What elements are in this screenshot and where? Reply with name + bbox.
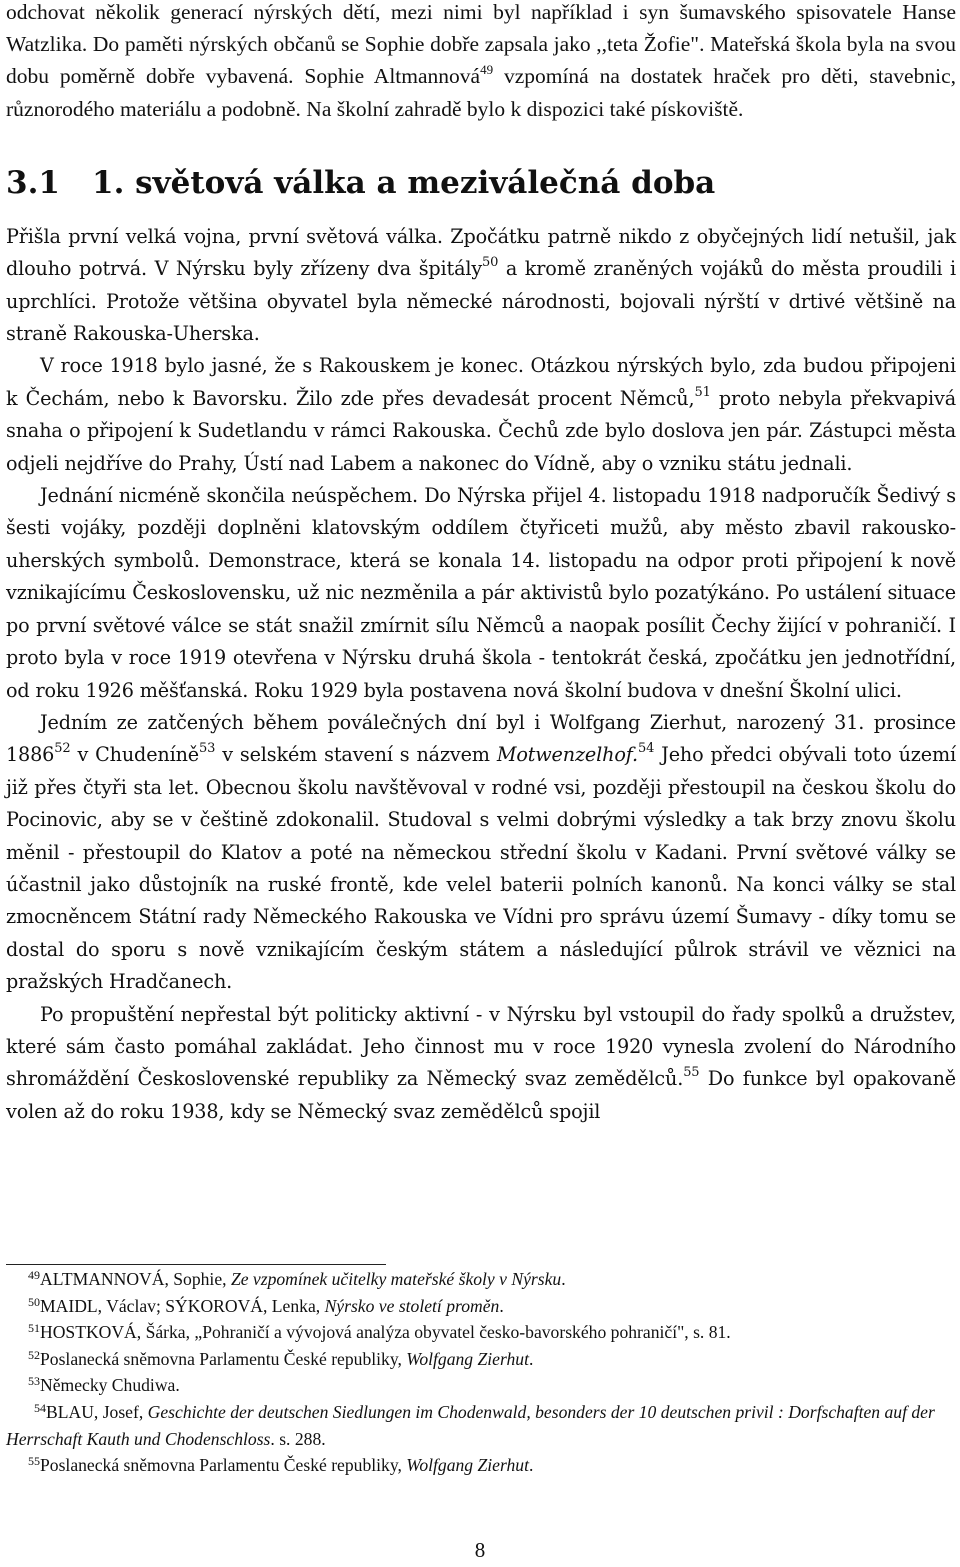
footnote-ref-51[interactable]: 51	[694, 384, 711, 400]
footnote-52: 52Poslanecká sněmovna Parlamentu České republiky, Wolfgang Zierhut.	[28, 1347, 534, 1369]
text-run: Jedním ze zatčených během poválečných dní byl i Wolfgang Zierhut, narozený 31. prosince 1886	[6, 710, 956, 767]
intro-paragraph	[6, 0, 956, 125]
text-run: Po propuštění nepřestal být politicky aktivní - v Nýrsku byl vstoupil do řady spolků a družstev, které sám často pomáhal zakládat. Jeho činnost mu v roce 1920 vynesla zvolení do Národního shromáždění Československé republiky za Německý svaz zemědělců.	[6, 1002, 956, 1091]
page-number: 8	[474, 1538, 486, 1562]
footnotes	[6, 1266, 956, 1479]
footnote-text: HOSTKOVÁ, Šárka, „Pohraničí a vývojová analýza obyvatel česko-bavorského pohraničí", s. 81.	[40, 1322, 731, 1343]
footnote-ref-53[interactable]: 53	[199, 741, 216, 757]
footnote-title: Ze vzpomínek učitelky mateřské školy v Nýrsku	[230, 1269, 562, 1289]
footnote-ref-52[interactable]: 52	[54, 741, 71, 757]
footnote-53: 53Německy Chudiwa.	[28, 1374, 180, 1396]
footnote-49: 49ALTMANNOVÁ, Sophie, Ze vzpomínek učitelky mateřské školy v Nýrsku.	[28, 1268, 566, 1289]
farm-name: Motwenzelhof.	[496, 743, 638, 767]
footnote-ref-55[interactable]: 55	[683, 1065, 700, 1081]
text-run: proto nebyla překvapivá snaha o připojení k Sudetlandu v rámci Rakouska. Čechů zde bylo doslova jen pár. Zástupci města odjeli nejdříve do Prahy, Ústí nad Labem a nakonec do Vídně, aby o vzniku státu jednali.	[6, 386, 956, 475]
footnote-51: 51HOSTKOVÁ, Šárka, „Pohraničí a vývojová analýza obyvatel česko-bavorského pohraničí", s. 81.	[28, 1321, 731, 1343]
paragraph-2	[6, 350, 956, 480]
footnote-ref-49[interactable]: 49	[480, 62, 494, 78]
footnote-50: 50MAIDL, Václav; SÝKOROVÁ, Lenka, Nýrsko ve století proměn.	[28, 1294, 504, 1316]
footnote-text: .	[528, 1455, 534, 1476]
footnote-divider	[6, 1264, 386, 1265]
footnote-ref-50[interactable]: 50	[482, 255, 499, 271]
footnote-title: Wolfgang Zierhut	[406, 1455, 529, 1476]
text-run: Do funkce byl opakovaně volen až do roku 1938, kdy se Německý svaz zemědělců spojil	[6, 1067, 957, 1123]
footnote-text: ALTMANNOVÁ, Sophie,	[40, 1269, 231, 1289]
footnote-text: .	[528, 1348, 534, 1369]
footnote-text: .	[499, 1295, 504, 1316]
section-title: 1. světová válka a meziválečná doba	[92, 164, 716, 201]
footnote-title: Nýrsko ve století proměn	[324, 1295, 500, 1316]
text-run: a kromě zraněných vojáků do města proudili i uprchlíci. Protože většina obyvatel byla německé národnosti, bojovali nýrští v drtivé většině na straně Rakouska-Uherska.	[6, 257, 956, 346]
footnote-54: 54BLAU, Josef, Geschichte der deutschen Siedlungen im Chodenwald, besonders der 10 deutschen privil : Dorfschaften auf der Herrschaft Kauth und Chodenschloss. s. 288.	[6, 1400, 935, 1449]
footnote-text: Poslanecká sněmovna Parlamentu České republiky,	[40, 1348, 407, 1369]
footnote-text: MAIDL, Václav; SÝKOROVÁ, Lenka,	[40, 1295, 325, 1316]
paragraph-3: Jednání nicméně skončila neúspěchem. Do Nýrska přijel 4. listopadu 1918 nadporučík Šedivý s šesti vojáky, později doplněni klatovským oddílem čtyřiceti mužů, aby město zbavil rakousko-uherských symbolů. Demonstrace, která se konala 14. listopadu na odpor proti připojení k nově vznikajícímu Československu, už nic nezměnila a pár aktivistů bylo pozatýkáno. Po ustálení situace po první světové válce se stát snažil zmírnit sílu Němců a naopak posílit Čechy žijící v pohraničí. I proto byla v roce 1919 otevřena v Nýrsku druhá škola - tentokrát česká, zpočátku jen jednotřídní, od roku 1926 měšťanská. Roku 1929 byla postavena nová školní budova v dnešní Školní ulici.	[6, 484, 956, 702]
text-run: v selském stavení s názvem	[215, 743, 497, 767]
paragraph-5	[6, 999, 956, 1129]
footnote-text: BLAU, Josef,	[46, 1401, 148, 1422]
footnote-title: Geschichte der deutschen Siedlungen im Chodenwald, besonders der 10 deutschen privil : Dorfschaften auf der Herrschaft Kauth und Chodenschloss	[6, 1401, 935, 1449]
footnote-ref-54[interactable]: 54	[637, 741, 655, 757]
footnote-text: .	[561, 1269, 566, 1289]
footnote-text: Poslanecká sněmovna Parlamentu České republiky,	[40, 1455, 407, 1476]
paragraph-1	[6, 221, 956, 351]
footnote-55: 55Poslanecká sněmovna Parlamentu České republiky, Wolfgang Zierhut.	[28, 1454, 534, 1476]
text-run: V roce 1918 bylo jasné, že s Rakouskem je konec. Otázkou nýrských bylo, zda budou připojeni k Čechám, nebo k Bavorsku. Žilo zde přes devadesát procent Němců,	[6, 354, 956, 410]
text-run: Přišla první velká vojna, první světová válka. Zpočátku patrně nikdo z obyčejných lidí netušil, jak dlouho potrvá. V Nýrsku byly zřízeny dva špitály	[6, 224, 956, 281]
section-number: 3.1	[6, 164, 60, 201]
text-run: vzpomíná na dostatek hraček pro děti, stavebnic, různorodého materiálu a podobně. Na školní zahradě bylo k dispozici také pískoviště.	[6, 64, 956, 121]
footnote-text: Německy Chudiwa.	[40, 1375, 180, 1396]
footnote-title: Wolfgang Zierhut	[406, 1348, 529, 1369]
text-run: Jeho předci obývali toto území již přes čtyři sta let. Obecnou školu navštěvoval v rodné vsi, později přestoupil na českou školu do Pocinovic, aby se v češtině zdokonalil. Studoval s velmi dobrými výsledky a tak brzy znovu školu měnil - přestoupil do Klatov a poté na německou střední školu v Kadani. První světové války se účastnil jako důstojník na ruské frontě, kde velel baterii polních kanonů. Na konci války se stal zmocněncem Státní rady Německého Rakouska ve Vídni pro správu území Šumavy - díky tomu se dostal do sporu s nově vznikajícím českým státem a následující půlrok strávil ve věznici na pražských Hradčanech.	[6, 743, 956, 994]
footnote-text: . s. 288.	[270, 1428, 326, 1449]
section-heading	[6, 163, 956, 203]
paragraph-4	[6, 707, 956, 999]
document-page	[6, 0, 956, 1128]
text-run: v Chudeníně	[70, 743, 200, 767]
text-run: odchovat několik generací nýrských dětí, mezi nimi byl například i syn šumavského spisovatele Hanse Watzlika. Do paměti nýrských občanů se Sophie dobře zapsala jako ,,teta Žofie". Mateřská škola byla na svou dobu poměrně dobře vybavená. Sophie Altmannová	[6, 0, 956, 89]
